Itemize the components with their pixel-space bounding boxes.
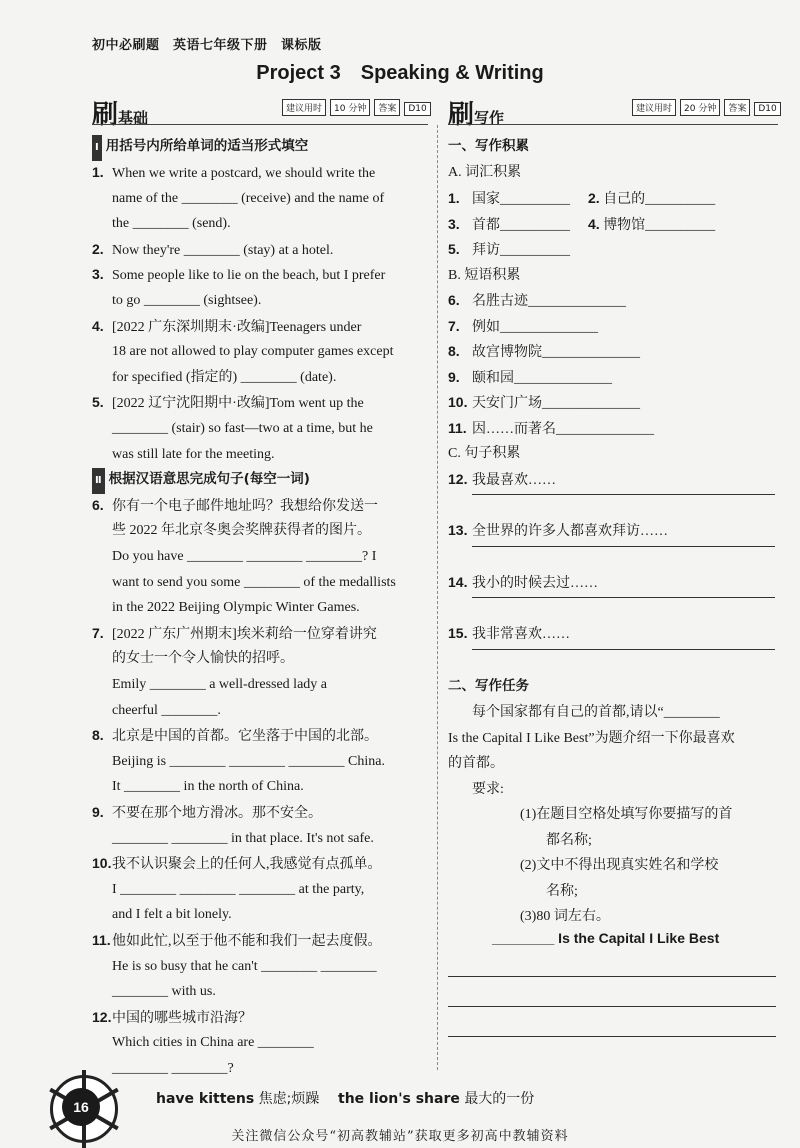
left-column [92,134,432,1074]
item-text: 颐和园______________ [472,370,612,386]
question-number: 8. [92,727,104,744]
right-header-rule [448,124,778,125]
question-text: and I felt a bit lonely. [112,907,232,923]
idiom-english: have kittens [156,1091,255,1107]
question-continuation [92,442,275,468]
item-text: 我最喜欢…… [472,472,556,488]
item-text: 我非常喜欢…… [472,627,570,642]
question-text: want to send you some ________ of the medallists [112,574,396,590]
item-text: 因……而著名______________ [472,421,654,437]
item-number: 12. [448,470,468,487]
question-text: 18 are not allowed to play computer games except [112,344,394,360]
question-line [92,237,333,264]
item-number: 13. [448,522,468,538]
question-number: 10. [92,855,112,872]
question-line [92,851,382,878]
essay-line[interactable] [448,976,776,977]
item-text: 首都__________ [472,217,570,233]
question-line [92,800,322,827]
page-number: 16 [62,1088,100,1126]
answer-label: 答案 [374,99,400,116]
basic-section-header [92,94,149,130]
idiom-1 [156,1088,319,1108]
page-title: Project 3 Speaking & Writing [256,62,544,84]
question-continuation [92,749,385,775]
item-text: C. 句子积累 [448,446,521,461]
question-text: for specified (指定的) ________ (date). [112,369,337,385]
question-line [92,390,364,417]
task-instruction: (2)文中不得出现真实姓名和学校 [520,858,719,873]
writing-item [448,518,668,545]
question-line [92,621,377,648]
writing-task-heading: 二、写作任务 [448,678,529,694]
question-text: 你有一个电子邮件地址吗？我想给你发送一 [112,498,378,514]
item-text: 国家__________ [472,192,570,207]
question-continuation [92,544,376,570]
question-line [92,493,378,520]
question-text: [2022 辽宁沈阳期中·改编]Tom went up the [112,396,364,412]
question-continuation [92,954,377,980]
question-number: 12. [92,1008,112,1025]
essay-line[interactable] [448,1036,776,1037]
question-text: to go ________ (sightsee). [112,293,262,308]
idiom-chinese: 最大的一份 [464,1091,535,1107]
writing-item [448,467,556,494]
book-series-label: 初中必刷题 英语七年级下册 课标版 [92,38,322,53]
idiom-chinese: 焦虑;烦躁 [258,1091,320,1107]
question-continuation [92,672,327,698]
answer-line[interactable] [472,597,775,598]
question-number: 1. [92,164,104,180]
question-number: 5. [92,394,104,411]
question-text: Do you have ________ ________ ________? I [112,549,377,564]
question-continuation [92,288,261,314]
task-instruction: (1)在题目空格处填写你要描写的首 [520,807,733,822]
question-continuation [92,570,396,596]
question-line [92,1005,252,1032]
question-text: Now they're ________ (stay) at a hotel. [112,242,334,258]
answer-page: D10 [404,102,430,116]
task-instruction: 名称; [546,883,578,899]
item-number: 6. [448,292,460,308]
item-text: 例如______________ [472,319,598,335]
task-instruction: 每个国家都有自己的首都,请以“________ [472,705,720,720]
item-number: 4. [588,215,600,232]
section-name: 基础 [118,109,149,127]
writing-item [448,570,598,597]
writing-item [448,621,570,648]
question-number: 4. [92,317,104,334]
question-continuation [92,774,304,800]
question-text: 中国的哪些城市沿海？ [112,1010,252,1026]
answer-label: 答案 [724,99,750,116]
writing-time-tags [628,98,781,116]
item-text: 我小的时候去过…… [472,575,598,591]
part1-title: 用括号内所给单词的适当形式填空 [105,138,309,154]
writing-item [448,186,570,213]
answer-line[interactable] [472,649,775,650]
left-header-rule [92,124,428,125]
writing-item [448,416,654,443]
question-number: 2. [92,240,104,257]
item-text: B. 短语积累 [448,267,521,283]
question-text: [2022 广东深圳期末·改编]Teenagers under [112,319,362,335]
question-text: ________ ________ in that place. It's not safe. [112,830,374,846]
essay-title: ________ Is the Capital I Like Best [492,930,720,946]
question-continuation [92,877,364,903]
time-value: 20 分钟 [680,99,720,116]
question-continuation [92,1056,234,1082]
question-text: in the 2022 Beijing Olympic Winter Games. [112,600,360,616]
question-text: the ________ (send). [112,216,231,232]
column-divider [437,125,438,1070]
question-text: name of the ________ (receive) and the name of [112,190,385,206]
task-instruction: 都名称; [546,832,592,848]
question-text: Beijing is ________ ________ ________ China. [112,753,385,769]
answer-line[interactable] [472,494,775,495]
answer-line[interactable] [472,546,775,547]
question-text: He is so busy that he can't ________ ________ [112,958,377,974]
question-line [92,723,378,750]
item-number: 7. [448,317,460,334]
item-number: 3. [448,215,460,232]
question-number: 7. [92,624,104,641]
section-name: 写作 [474,109,505,127]
item-text: 自己的__________ [603,192,716,207]
section-mark: 刷 [448,100,475,130]
question-number: 3. [92,266,104,283]
answer-page: D10 [754,102,780,116]
question-text: It ________ in the north of China. [112,779,304,795]
section-mark: 刷 [92,100,119,130]
part2-number: Ⅱ [92,468,105,494]
vocab-item-2 [588,186,715,213]
question-continuation [92,518,371,544]
writing-item [448,288,626,315]
subsection-label [448,441,520,467]
question-text: 北京是中国的首都。它坐落于中国的北部。 [112,729,378,745]
question-number: 6. [92,496,104,513]
item-text: 故宫博物院______________ [472,345,640,360]
subsection-label [448,160,521,186]
question-text: Some people like to lie on the beach, but I prefer [112,268,386,284]
question-text: 不要在那个地方滑冰。那不安全。 [112,806,322,821]
question-continuation [92,698,221,724]
item-number: 14. [448,573,468,590]
item-text: 天安门广场______________ [472,396,640,411]
question-text: ________ ________? [112,1061,234,1076]
question-text: cheerful ________. [112,702,221,718]
time-label: 建议用时 [282,99,326,116]
task-instruction: 的首都。 [448,756,504,771]
item-number: 1. [448,190,460,206]
writing-item [448,339,640,366]
question-text: ________ with us. [112,984,216,1000]
question-text: ________ (stair) so fast—two at a time, but he [112,421,373,436]
item-text: A. 词汇积累 [448,165,522,180]
question-line [92,262,385,289]
writing-item [448,390,640,417]
item-text: 名胜古迹______________ [472,294,626,309]
question-continuation [92,365,336,391]
item-number: 11. [448,419,467,436]
question-text: 的女士一个令人愉快的招呼。 [112,651,294,667]
question-continuation [92,826,374,852]
part2-heading [92,467,310,494]
question-text: I ________ ________ ________ at the party, [112,881,365,897]
task-instruction: 要求: [472,781,504,797]
part1-number: Ⅰ [92,135,102,161]
writing-item [448,212,570,239]
item-number: 8. [448,343,460,359]
item-number: 9. [448,368,460,385]
question-text: 他如此忙,以至于他不能和我们一起去度假。 [112,934,382,949]
essay-line[interactable] [448,1006,776,1007]
question-text: 些 2022 年北京冬奥会奖牌获得者的图片。 [112,523,371,539]
item-number: 10. [448,394,468,410]
question-line [92,928,382,955]
question-continuation [92,416,373,442]
item-number: 5. [448,241,460,257]
vocab-item-4 [588,212,715,239]
question-continuation [92,186,384,212]
right-column [448,134,783,1074]
item-text: 博物馆__________ [603,217,716,233]
part2-title: 根据汉语意思完成句子(每空一词) [108,471,310,488]
question-continuation [92,595,360,621]
task-instruction: (3)80 词左右。 [520,909,610,924]
idiom-2 [338,1088,534,1108]
question-text: Emily ________ a well-dressed lady a [112,677,328,692]
question-text: [2022 广东广州期末]埃米莉给一位穿着讲究 [112,626,377,642]
promo-note: 关注微信公众号“初高教辅站”获取更多初高中教辅资料 [231,1129,569,1144]
item-text: 全世界的许多人都喜欢拜访…… [472,524,668,539]
time-label: 建议用时 [632,99,676,116]
writing-accumulation-heading: 一、写作积累 [448,138,529,154]
question-continuation [92,646,294,672]
part1-heading [92,134,308,161]
writing-item [448,237,570,264]
question-continuation [92,1030,314,1056]
question-text: When we write a postcard, we should write the [112,166,376,181]
task-instruction: Is the Capital I Like Best”为题介绍一下你最喜欢 [448,730,735,746]
time-value: 10 分钟 [330,99,370,116]
item-number: 15. [448,625,468,641]
question-number: 11. [92,932,111,948]
question-text: 我不认识聚会上的任何人,我感觉有点孤单。 [112,857,382,873]
question-text: was still late for the meeting. [112,446,275,462]
question-line [92,314,361,341]
question-number: 9. [92,804,104,820]
question-continuation [92,902,232,928]
question-line [92,160,375,187]
writing-section-header [448,94,505,130]
question-continuation [92,339,393,365]
item-text: 拜访__________ [472,243,570,258]
question-continuation [92,211,231,237]
writing-item [448,365,612,392]
basic-time-tags [278,98,431,116]
question-continuation [92,979,216,1005]
item-number: 2. [588,190,600,206]
idiom-english: the lion's share [338,1091,460,1107]
subsection-label [448,263,520,289]
writing-item [448,314,598,341]
question-text: Which cities in China are ________ [112,1035,314,1051]
